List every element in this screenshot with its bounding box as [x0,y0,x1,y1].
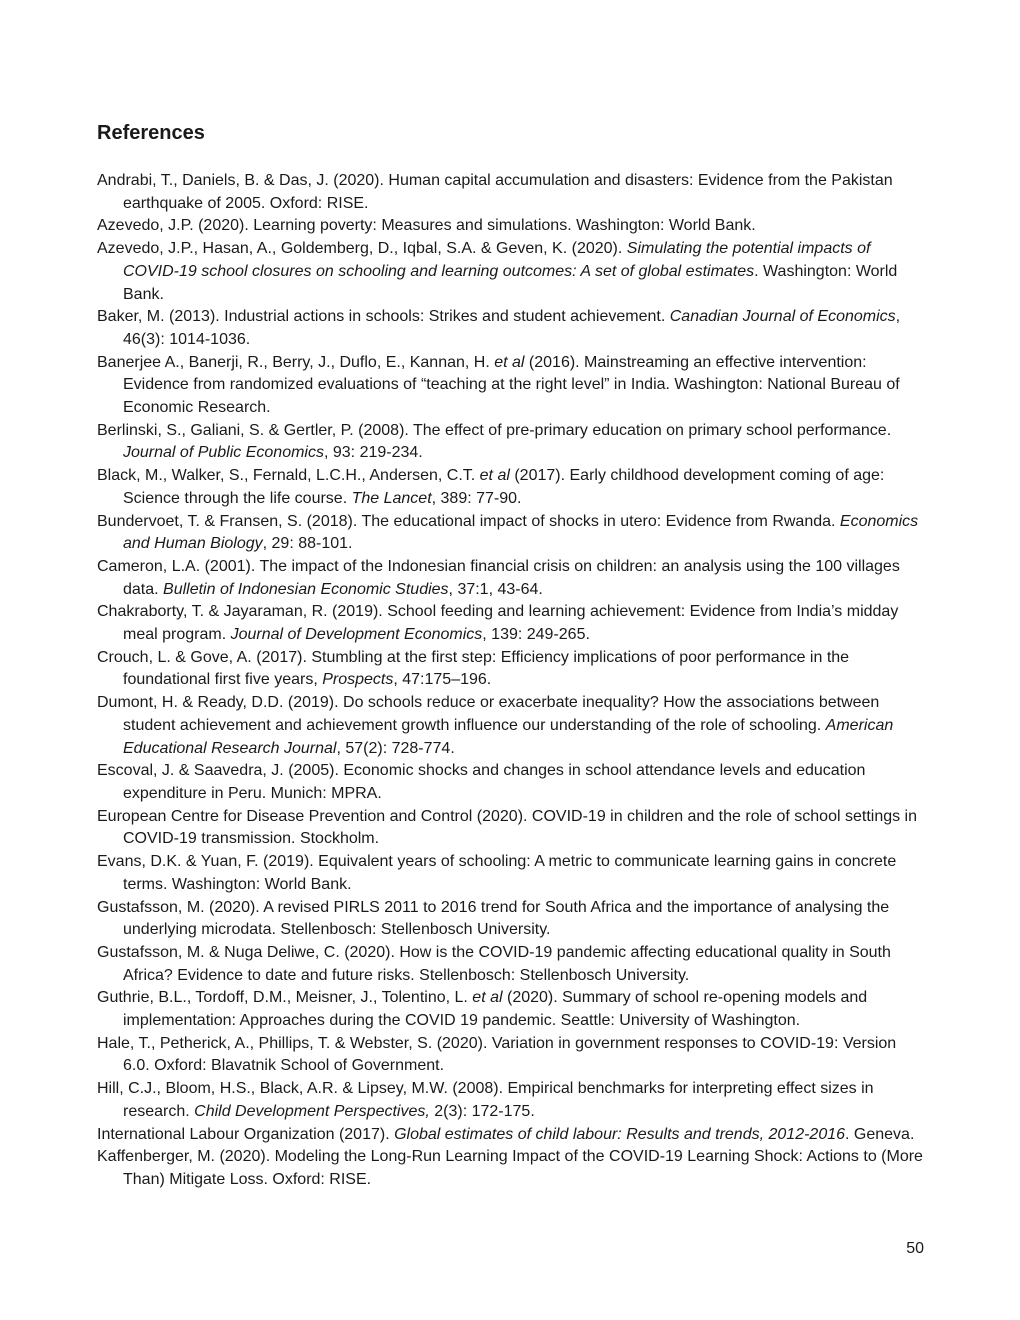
reference-text: , 46(3): 1014-1036. [123,308,901,348]
document-page [97,118,927,1192]
reference-text: , 93: 219-234. [323,444,423,462]
reference-text: , 29: 88-101. [262,535,353,553]
reference-entry [97,1078,927,1123]
reference-entry [97,942,927,987]
reference-italic-text: et al [494,353,525,371]
reference-entry [97,238,927,306]
reference-text: , 139: 249-265. [482,626,590,644]
reference-italic-text: Bulletin of Indonesian Economic Studies [163,580,449,598]
reference-entry [97,1033,927,1078]
reference-entry [97,215,927,238]
reference-text: , 57(2): 728-774. [336,739,455,757]
reference-text: (2020). Summary of school re-opening models and implementation: Approaches during the COVID 19 pandemic. Seattle: University of Washington. [123,989,868,1030]
reference-italic-text: Journal of Public Economics [123,444,324,462]
reference-italic-text: Canadian Journal of Economics [669,308,896,326]
reference-italic-text: Simulating the potential impacts of COVID-19 school closures on schooling and learning outcomes: A set of global estimates [123,240,871,280]
reference-text: Escoval, J. & Saavedra, J. (2005). Economic shocks and changes in school attendance levels and education expenditure in Peru. Munich: MPRA. [97,762,866,802]
reference-text: Crouch, L. & Gove, A. (2017). Stumbling at the first step: Efficiency implications of poor performance in the foundational first five years, [97,648,850,689]
reference-text: Black, M., Walker, S., Fernald, L.C.H., Andersen, C.T. [97,467,480,485]
reference-text: Berlinski, S., Galiani, S. & Gertler, P. (2008). The effect of pre-primary education on primary school performance. [97,421,892,439]
reference-text: Bundervoet, T. & Fransen, S. (2018). The educational impact of shocks in utero: Evidence from Rwanda. [97,512,840,530]
reference-entry [97,306,927,351]
reference-text: Andrabi, T., Daniels, B. & Das, J. (2020). Human capital accumulation and disasters: Evidence from the Pakistan earthquake of 2005. Oxford: RISE. [97,172,893,212]
reference-entry [97,647,927,692]
reference-entry [97,692,927,760]
reference-entry [97,760,927,805]
reference-list [97,170,927,1192]
reference-italic-text: Economics and Human Biology [123,512,919,553]
reference-text: Hale, T., Petherick, A., Phillips, T. & Webster, S. (2020). Variation in government responses to COVID-19: Version 6.0. Oxford: Blavatnik School of Government. [97,1034,897,1075]
reference-text: Chakraborty, T. & Jayaraman, R. (2019). School feeding and learning achievement: Evidence from India’s midday meal program. [97,603,899,644]
reference-text: Hill, C.J., Bloom, H.S., Black, A.R. & Lipsey, M.W. (2008). Empirical benchmarks for interpreting effect sizes in research. [97,1080,874,1120]
reference-italic-text: Journal of Development Economics [230,626,483,644]
reference-text: Azevedo, J.P. (2020). Learning poverty: Measures and simulations. Washington: World Bank. [97,217,756,235]
reference-entry [97,511,927,556]
reference-text: (2017). Early childhood development coming of age: Science through the life course. [123,467,885,507]
reference-text: Baker, M. (2013). Industrial actions in schools: Strikes and student achievement. [97,308,670,326]
reference-italic-text: American Educational Research Journal [123,716,894,757]
reference-entry [97,556,927,601]
reference-text: 2(3): 172-175. [429,1102,535,1120]
reference-text: Dumont, H. & Ready, D.D. (2019). Do schools reduce or exacerbate inequality? How the associations between student achievement and achievement growth influence our understanding of the role of schooling. [97,694,880,734]
reference-entry [97,1124,927,1147]
reference-italic-text: Prospects [322,671,394,689]
reference-text: Guthrie, B.L., Tordoff, D.M., Meisner, J., Tolentino, L. [97,989,473,1007]
section-heading: References [97,122,205,144]
page-number: 50 [906,1240,924,1257]
reference-entry [97,987,927,1032]
reference-text: Azevedo, J.P., Hasan, A., Goldemberg, D., Iqbal, S.A. & Geven, K. (2020). [97,240,627,258]
reference-text: , 37:1, 43-64. [448,580,543,598]
reference-italic-text: et al [472,989,503,1007]
reference-text: Evans, D.K. & Yuan, F. (2019). Equivalent years of schooling: A metric to communicate learning gains in concrete terms. Washington: World Bank. [97,853,897,893]
reference-entry [97,465,927,510]
reference-text: Cameron, L.A. (2001). The impact of the Indonesian financial crisis on children: an analysis using the 100 villages data. [97,557,900,598]
reference-text: . Washington: World Bank. [123,262,898,303]
reference-entry [97,601,927,646]
reference-entry [97,352,927,420]
reference-entry [97,170,927,215]
reference-entry [97,1146,927,1191]
reference-entry [97,420,927,465]
reference-entry [97,851,927,896]
reference-entry [97,897,927,942]
reference-text: . Geneva. [845,1125,915,1143]
reference-text: International Labour Organization (2017). [97,1125,395,1143]
reference-entry [97,806,927,851]
reference-text: Banerjee A., Banerji, R., Berry, J., Duflo, E., Kannan, H. [97,353,495,371]
reference-italic-text: Child Development Perspectives, [194,1102,430,1120]
reference-italic-text: et al [479,467,510,485]
reference-text: Gustafsson, M. & Nuga Deliwe, C. (2020). How is the COVID-19 pandemic affecting educational quality in South Africa? Evidence to date and future risks. Stellenbosch: Stellenbosch University. [97,943,891,984]
reference-italic-text: The Lancet [351,489,432,507]
reference-text: (2016). Mainstreaming an effective intervention: Evidence from randomized evaluations of “teaching at the right level” in India. Washington: National Bureau of Economic Research. [123,353,900,417]
reference-italic-text: Global estimates of child labour: Results and trends, 2012-2016 [394,1125,846,1143]
reference-text: , 47:175–196. [393,671,492,689]
reference-text: Gustafsson, M. (2020). A revised PIRLS 2011 to 2016 trend for South Africa and the importance of analysing the underlying microdata. Stellenbosch: Stellenbosch University. [97,898,890,939]
reference-text: Kaffenberger, M. (2020). Modeling the Long-Run Learning Impact of the COVID-19 Learning Shock: Actions to (More Than) Mitigate Loss. Oxford: RISE. [97,1148,923,1188]
reference-text: , 389: 77-90. [431,489,522,507]
reference-text: European Centre for Disease Prevention and Control (2020). COVID-19 in children and the role of school settings in COVID-19 transmission. Stockholm. [97,807,918,848]
